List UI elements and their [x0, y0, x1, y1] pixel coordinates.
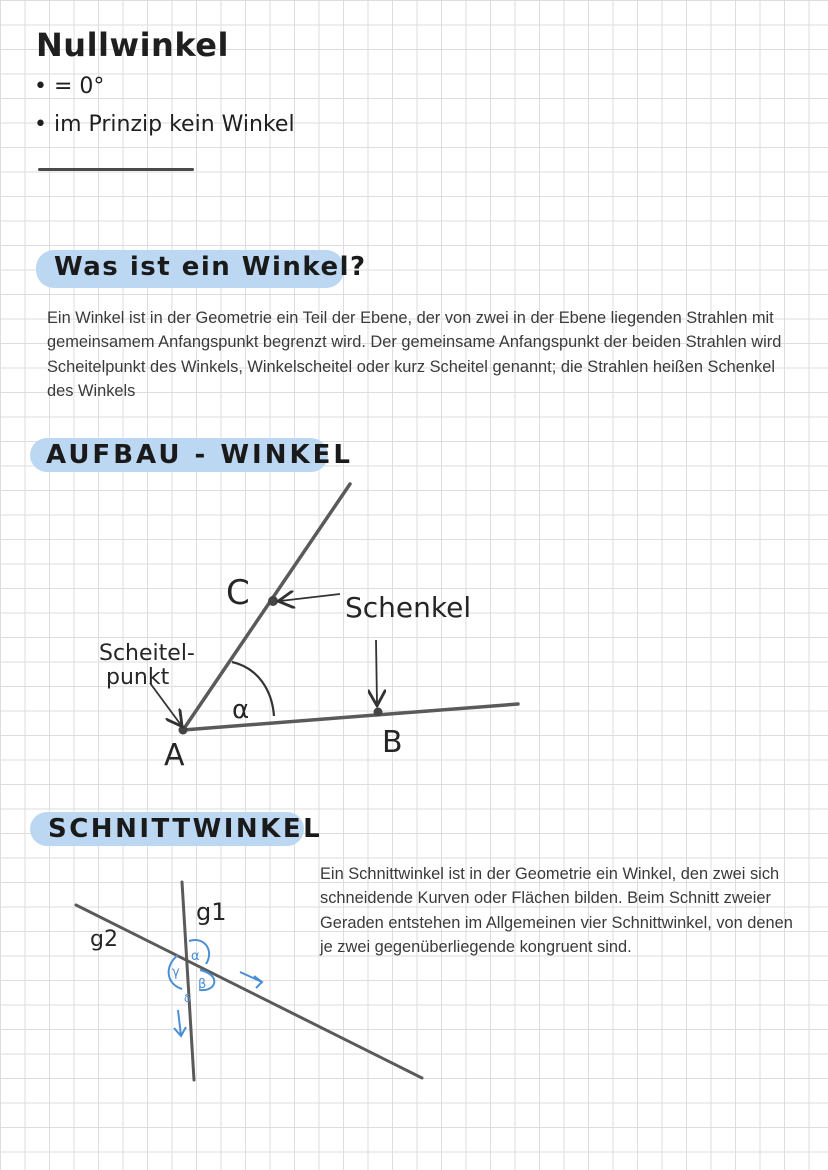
direction-arrow-down [174, 1010, 186, 1036]
heading-schnittwinkel: SCHNITTWINKEL [48, 814, 323, 844]
label-g2: g2 [90, 927, 118, 952]
heading-was-ist-ein-winkel: Was ist ein Winkel? [54, 252, 367, 282]
heading-aufbau-winkel: AUFBAU - WINKEL [46, 440, 353, 470]
label-schenkel: Schenkel [345, 591, 472, 624]
label-alpha: α [191, 949, 200, 964]
label-point-c: C [226, 573, 250, 613]
line-g1 [182, 882, 194, 1080]
nullwinkel-bullet-no-angle: • im Prinzip kein Winkel [34, 112, 295, 137]
schnittwinkel-definition-text: Ein Schnittwinkel ist in der Geometrie ein Winkel, den zwei sich schneidende Kurven oder Flächen bilden. Beim Schnitt zweier Geraden entstehen im Allgemeinen vier Schnittwinkel, von denen je zwei gegenüberliegende kongruent sind. [320, 865, 793, 957]
label-punkt: punkt [106, 665, 170, 690]
winkel-definition-text: Ein Winkel ist in der Geometrie ein Teil der Ebene, der von zwei in der Ebene liegenden Strahlen mit gemeinsamem Anfangspunkt begrenzt wird. Der gemeinsame Anfangspunkt der beiden Strahlen wird Scheitelpunkt des Winkels, Winkelscheitel oder kurz Scheitel genannt; die Strahlen heißen Schenkel des Winkels [47, 309, 782, 401]
direction-arrow-right [240, 972, 262, 988]
label-gamma: γ [172, 965, 180, 980]
label-delta: δ [184, 992, 191, 1005]
label-scheitel: Scheitel- [99, 641, 195, 666]
label-point-b: B [382, 725, 403, 760]
label-alpha: α [232, 695, 250, 725]
label-g1: g1 [196, 898, 227, 926]
nullwinkel-bullet-zero-degree: • = 0° [34, 74, 105, 99]
label-beta: β [198, 977, 207, 992]
nullwinkel-title: Nullwinkel [36, 26, 229, 64]
line-g2 [76, 905, 422, 1078]
label-point-a: A [164, 738, 185, 773]
